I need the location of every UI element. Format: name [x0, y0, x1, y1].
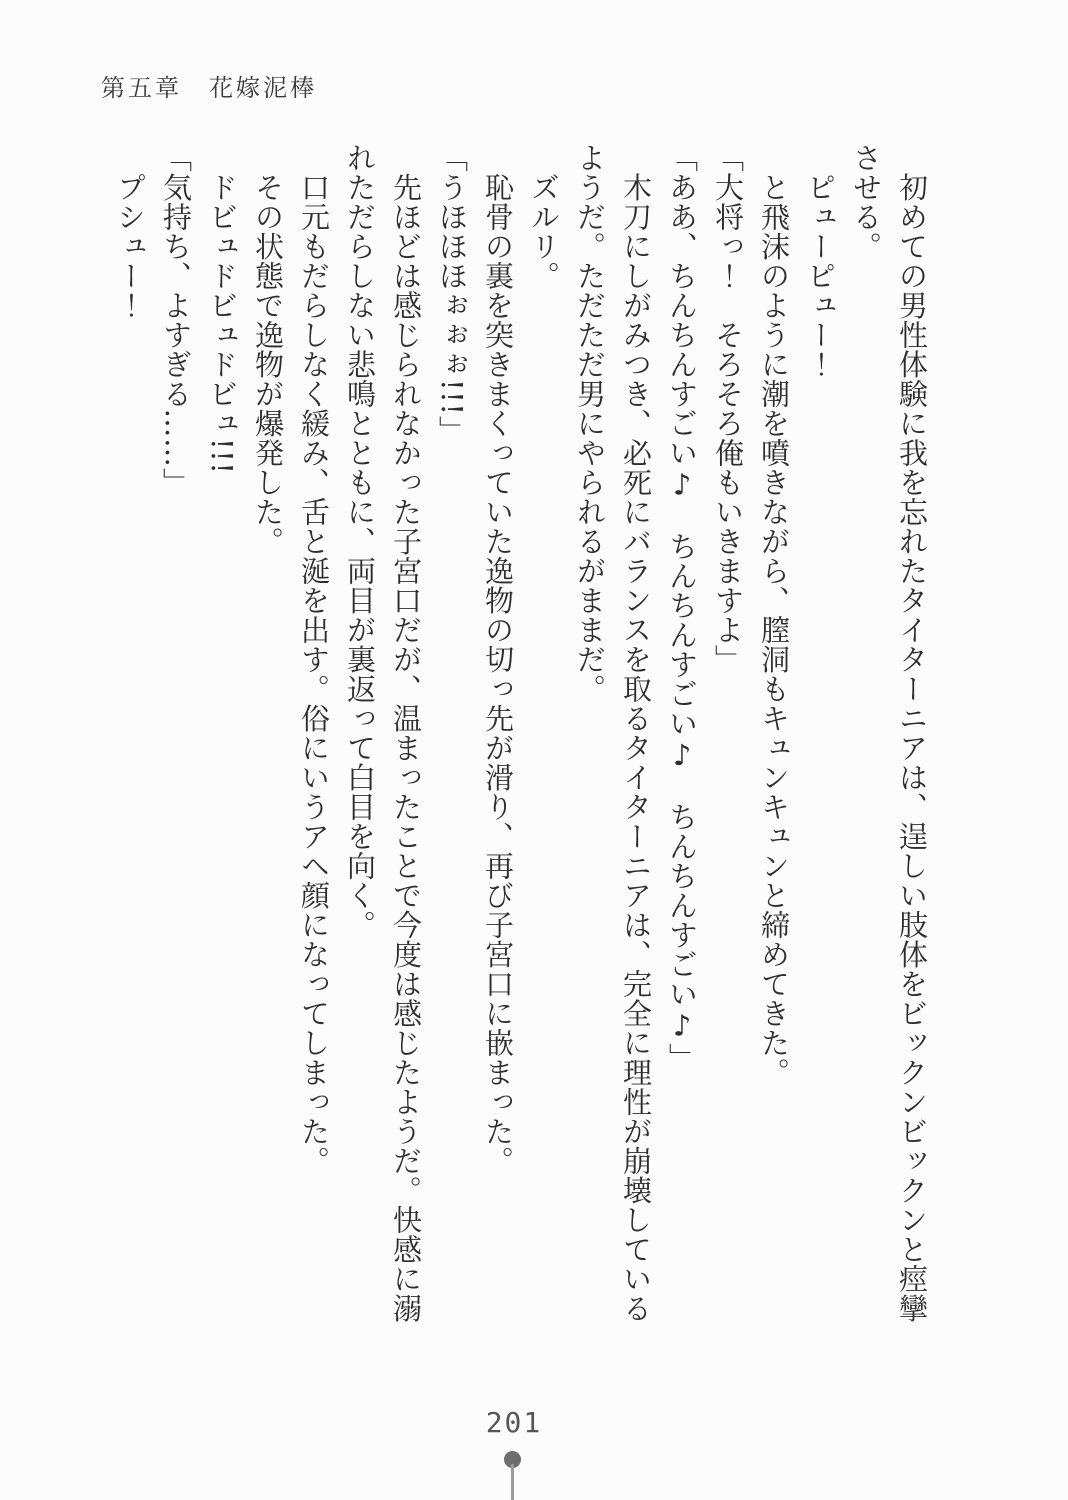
text-column: 「大将っ！ そろそろ俺もいきますよ」 — [711, 143, 745, 674]
text-column: 「気持ち、よすぎる……」 — [159, 143, 193, 497]
text-column: れただらしない悲鳴とともに、両目が裏返って白目を向く。 — [343, 143, 377, 940]
main-text-block — [107, 143, 935, 1383]
footer-rule — [511, 1464, 514, 1500]
text-column: ドビュドビュドビュ!!! — [205, 143, 239, 475]
text-column: 初めての男性体験に我を忘れたタイターニアは、逞しい肢体をビックンビックンと痙攣 — [895, 143, 929, 1323]
text-column: ズルリ。 — [527, 143, 561, 291]
text-column: ようだ。ただただ男にやられるがままだ。 — [573, 143, 607, 704]
text-column: その状態で逸物が爆発した。 — [251, 143, 285, 556]
text-column: させる。 — [849, 143, 883, 261]
text-column: と飛沫のように潮を噴きながら、膣洞もキュンキュンと締めてきた。 — [757, 143, 791, 1087]
chapter-header: 第五章 花嫁泥棒 — [101, 74, 317, 102]
text-column: 口元もだらしなく緩み、舌と涎を出す。俗にいうアヘ顔になってしまった。 — [297, 143, 331, 1176]
page-number: 201 — [485, 1406, 543, 1439]
text-column: 恥骨の裏を突きまくっていた逸物の切っ先が滑り、再び子宮口に嵌まった。 — [481, 143, 515, 1176]
text-column: 「うほほほぉぉぉ!!!」 — [435, 143, 469, 445]
text-column: 「ああ、ちんちんすごい♪ ちんちんすごい♪ ちんちんすごい♪」 — [665, 143, 699, 1073]
text-column: ピューピュー！ — [803, 143, 837, 379]
text-column: 先ほどは感じられなかった子宮口だが、温まったことで今度は感じたようだ。快感に溺 — [389, 143, 423, 1323]
text-column: 木刀にしがみつき、必死にバランスを取るタイターニアは、完全に理性が崩壊している — [619, 143, 653, 1323]
text-column: プシュー！ — [113, 143, 147, 320]
